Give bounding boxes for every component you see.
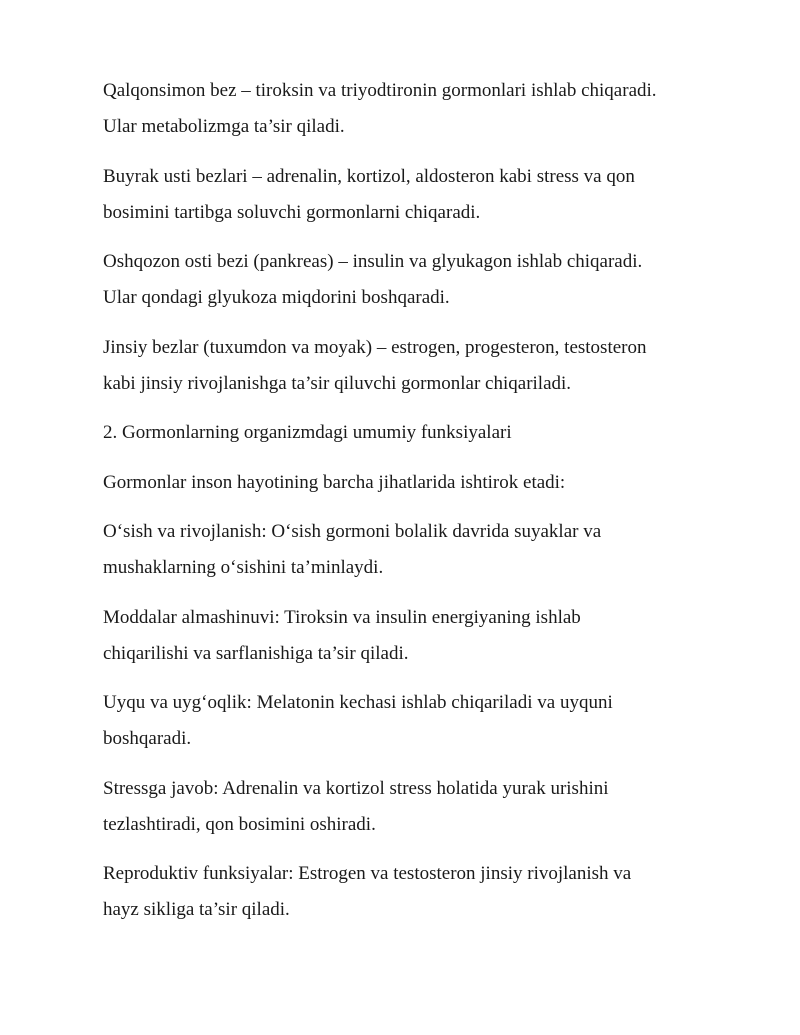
- text-line: 2. Gormonlarning organizmdagi umumiy funksiyalari: [103, 422, 512, 443]
- text-line: Oshqozon osti bezi (pankreas) – insulin va glyukagon ishlab chiqaradi.: [103, 251, 643, 272]
- text-line: Jinsiy bezlar (tuxumdon va moyak) – estrogen, progesteron, testosteron: [103, 336, 647, 358]
- text-line: Uyqu va uyg‘oqlik: Melatonin kechasi ishlab chiqariladi va uyquni: [103, 692, 613, 713]
- text-line: Ular qondagi glyukoza miqdorini boshqaradi.: [103, 287, 450, 308]
- document-body: [103, 73, 743, 942]
- text-line: hayz sikliga ta’sir qiladi.: [103, 899, 290, 920]
- text-line: Reproduktiv funksiyalar: Estrogen va testosteron jinsiy rivojlanish va: [103, 863, 632, 884]
- text-line: Moddalar almashinuvi: Tiroksin va insulin energiyaning ishlab: [103, 606, 581, 628]
- paragraph-gonads: [103, 330, 743, 402]
- paragraph-pancreas: [103, 244, 743, 316]
- text-line: chiqarilishi va sarflanishiga ta’sir qiladi.: [103, 642, 409, 664]
- text-line: Buyrak usti bezlari – adrenalin, kortizol, aldosteron kabi stress va qon: [103, 165, 635, 187]
- section-heading: [103, 415, 743, 451]
- text-line: Stressga javob: Adrenalin va kortizol stress holatida yurak urishini: [103, 777, 609, 799]
- text-line: Gormonlar inson hayotining barcha jihatlarida ishtirok etadi:: [103, 471, 566, 493]
- text-line: kabi jinsiy rivojlanishga ta’sir qiluvchi gormonlar chiqariladi.: [103, 372, 572, 394]
- paragraph-metabolism: [103, 600, 743, 672]
- text-line: O‘sish va rivojlanish: O‘sish gormoni bolalik davrida suyaklar va: [103, 521, 602, 542]
- paragraph-reproductive: [103, 856, 743, 928]
- text-line: boshqaradi.: [103, 728, 192, 749]
- text-line: mushaklarning o‘sishini ta’minlaydi.: [103, 557, 384, 578]
- paragraph-growth: [103, 514, 743, 586]
- paragraph-stress: [103, 771, 743, 843]
- text-line: tezlashtiradi, qon bosimini oshiradi.: [103, 813, 376, 835]
- paragraph-adrenal: [103, 159, 743, 231]
- text-line: Ular metabolizmga ta’sir qiladi.: [103, 116, 345, 137]
- text-line: Qalqonsimon bez – tiroksin va triyodtironin gormonlari ishlab chiqaradi.: [103, 80, 657, 101]
- paragraph-intro: [103, 465, 743, 501]
- text-line: bosimini tartibga soluvchi gormonlarni chiqaradi.: [103, 201, 481, 223]
- paragraph-sleep: [103, 685, 743, 757]
- paragraph-thyroid: [103, 73, 743, 145]
